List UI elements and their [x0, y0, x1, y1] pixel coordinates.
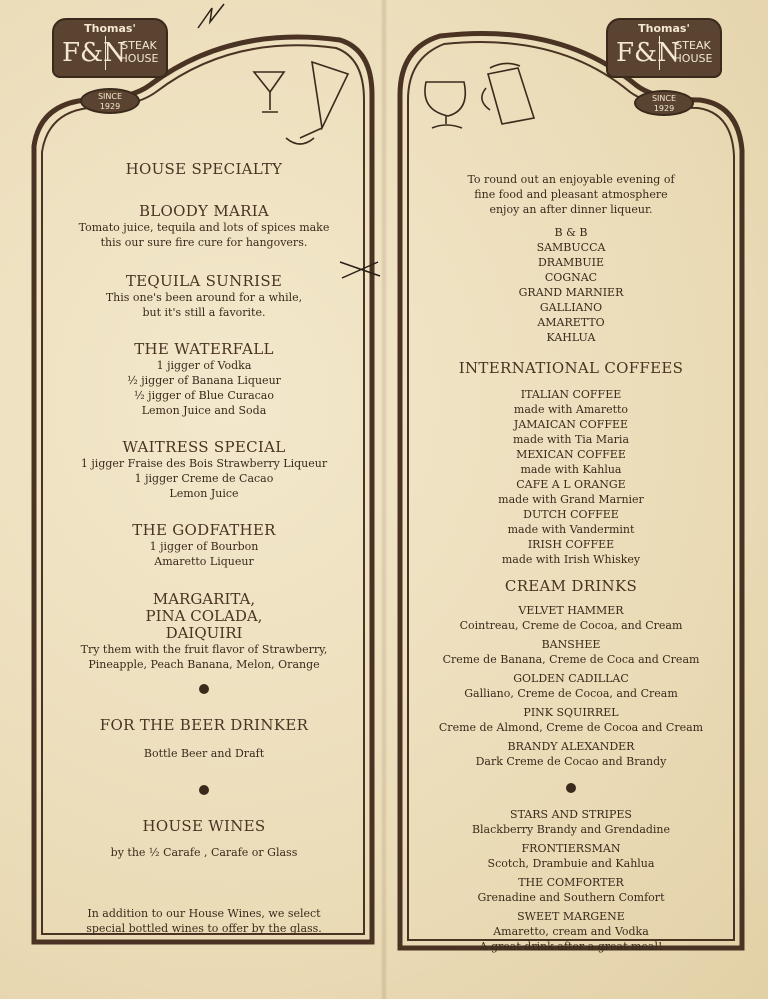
divider-dot — [199, 785, 209, 795]
list-item: PINK SQUIRREL Creme de Almond, Creme de Cocoa and Cream — [438, 706, 704, 734]
list-item: VELVET HAMMER Cointreau, Creme de Cocoa, and Cream — [459, 604, 683, 632]
list-item: DUTCH COFFEE made with Vandermint — [507, 508, 635, 536]
list-item: MEXICAN COFFEE made with Kahlua — [516, 448, 626, 476]
list-item: SWEET MARGENE Amaretto, cream and Vodka A great drink after a great meal! — [479, 910, 663, 953]
list-item: ITALIAN COFFEE made with Amaretto — [513, 388, 629, 416]
tall-glass-icon — [286, 62, 348, 144]
list-item: SAMBUCCA — [536, 241, 606, 254]
international-coffees-heading: INTERNATIONAL COFFEES — [458, 359, 684, 377]
list-item: KAHLUA — [546, 331, 596, 344]
liqueur-list — [416, 225, 726, 345]
logo-thomas: Thomas' — [638, 22, 690, 35]
list-item: BANSHEE Creme de Banana, Creme de Coca and Cream — [442, 638, 700, 666]
list-item: CAFE A L ORANGE made with Grand Marnier — [498, 478, 644, 506]
list-item: THE COMFORTER Grenadine and Southern Comfort — [477, 876, 665, 904]
list-item: FRONTIERSMAN Scotch, Drambuie and Kahlua — [487, 842, 655, 870]
left-since-badge: SINCE 1929 — [80, 88, 140, 114]
waterfall-item: THE WATERFALL 1 jigger of Vodka ½ jigger of Banana Liqueur ½ jigger of Blue Curacao Lemon Juice and Soda — [127, 340, 281, 417]
list-item: GALLIANO — [539, 301, 603, 314]
list-item: COGNAC — [544, 271, 598, 284]
cream-drinks-heading: CREAM DRINKS — [504, 577, 638, 595]
logo-thomas: Thomas' — [84, 22, 136, 35]
list-item: GRAND MARNIER — [518, 286, 624, 299]
after-dinner-intro: To round out an enjoyable evening of fine food and pleasant atmosphere enjoy an after dinner liqueur. — [467, 173, 675, 216]
beer-item: FOR THE BEER DRINKER Bottle Beer and Draft — [99, 716, 309, 760]
logo-fn: F&N — [616, 38, 680, 68]
list-item: DRAMBUIE — [537, 256, 605, 269]
left-menu-column — [50, 160, 358, 936]
list-item: STARS AND STRIPES Blackberry Brandy and Grendadine — [471, 808, 671, 836]
right-menu-column — [416, 172, 726, 954]
right-since-badge: SINCE 1929 — [634, 90, 694, 116]
house-specialty-heading: HOUSE SPECIALTY — [125, 160, 283, 178]
specials-list — [416, 807, 726, 954]
divider-dot — [199, 684, 209, 694]
coffee-list — [416, 387, 726, 567]
margarita-item: MARGARITA, PINA COLADA, DAIQUIRI Try them with the fruit flavor of Strawberry, Pineapple, Peach Banana, Melon, Orange — [80, 590, 328, 671]
list-item: B & B — [554, 226, 588, 239]
mug-icon — [482, 63, 534, 124]
logo-steak-house: STEAK HOUSE — [673, 39, 713, 65]
bloody-maria-item: BLOODY MARIA Tomato juice, tequila and lots of spices make this our sure fire cure for hangovers. — [78, 202, 330, 249]
house-wines-item: HOUSE WINES by the ½ Carafe , Carafe or Glass — [110, 817, 298, 859]
divider-dot — [566, 783, 576, 793]
waitress-special-item: WAITRESS SPECIAL 1 jigger Fraise des Bois Strawberry Liqueur 1 jigger Creme de Cacao Lemon Juice — [80, 438, 328, 500]
snifter-glass-icon — [425, 82, 465, 128]
wines-footer: In addition to our House Wines, we select special bottled wines to offer by the glass. — [86, 907, 322, 935]
logo-steak-house: STEAK HOUSE — [119, 39, 159, 65]
tequila-sunrise-item: TEQUILA SUNRISE This one's been around for a while, but it's still a favorite. — [105, 272, 303, 319]
godfather-item: THE GODFATHER 1 jigger of Bourbon Amaretto Liqueur — [132, 521, 276, 568]
list-item: BRANDY ALEXANDER Dark Creme de Cocao and Brandy — [475, 740, 667, 768]
list-item: AMARETTO — [537, 316, 605, 329]
logo-fn: F&N — [62, 38, 126, 68]
right-logo — [606, 18, 722, 78]
cream-list — [416, 603, 726, 769]
martini-glass-icon — [254, 72, 284, 112]
list-item: JAMAICAN COFFEE made with Tia Maria — [512, 418, 630, 446]
list-item: GOLDEN CADILLAC Galliano, Creme de Cocoa, and Cream — [464, 672, 678, 700]
left-logo — [52, 18, 168, 78]
list-item: IRISH COFFEE made with Irish Whiskey — [501, 538, 641, 566]
